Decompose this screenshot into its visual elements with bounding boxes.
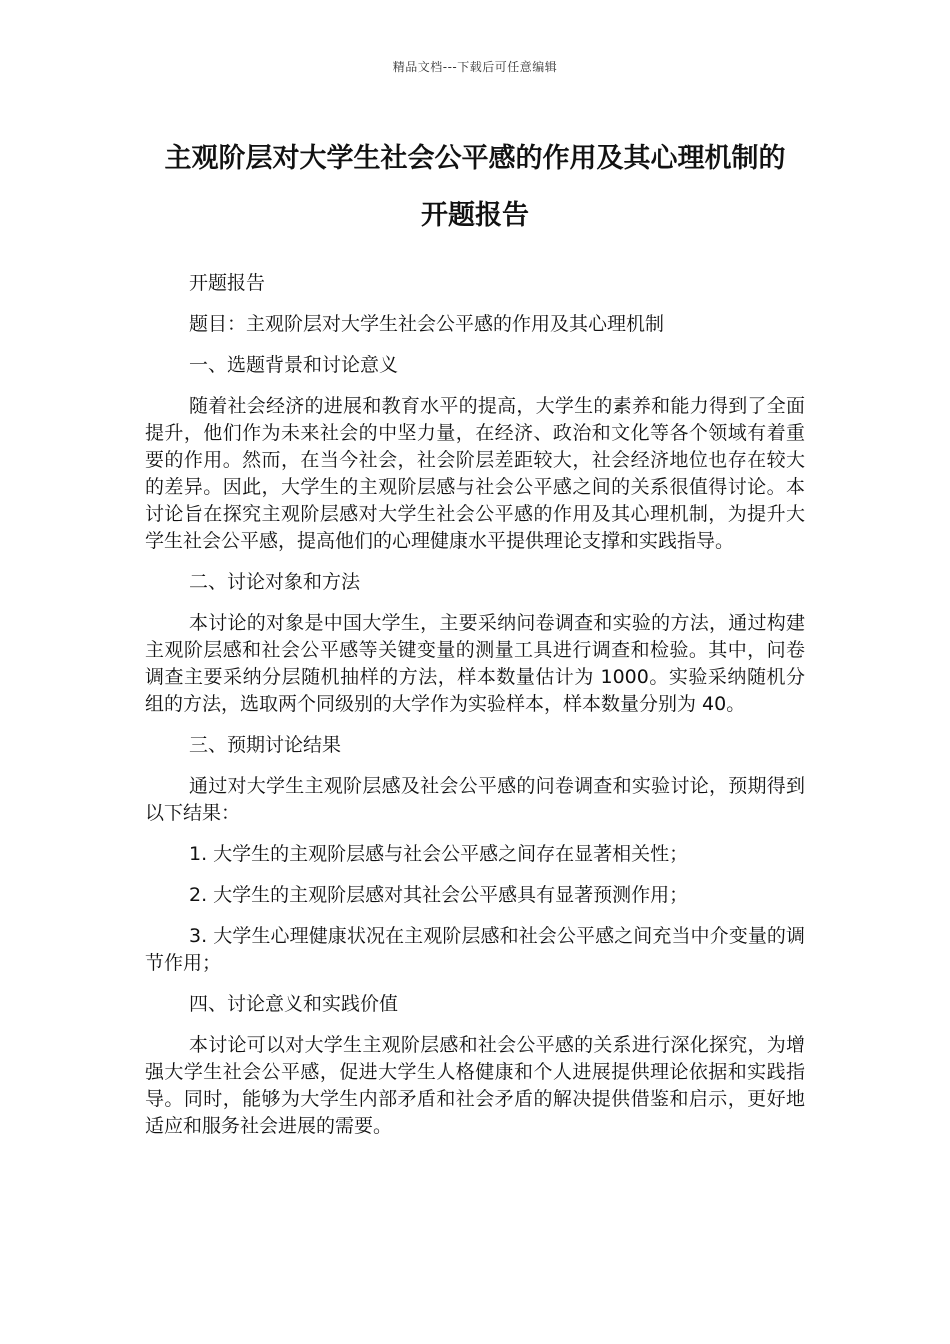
document-title [120,130,830,244]
section-heading-background: 一、选题背景和讨论意义 [189,354,399,376]
document-title-line-1: 主观阶层对大学生社会公平感的作用及其心理机制的 [164,143,786,174]
page-header-note: 精品文档---下载后可任意编辑 [392,60,558,74]
list-item-result-3: 3. 大学生心理健康状况在主观阶层感和社会公平感之间充当中介变量的调节作用； [145,925,805,974]
section-heading-methods: 二、讨论对象和方法 [189,571,361,593]
paragraph-background: 随着社会经济的进展和教育水平的提高，大学生的素养和能力得到了全面提升，他们作为未来社会的中坚力量，在经济、政治和文化等各个领域有着重要的作用。然而，在当今社会，社会阶层差距较大，社会经济地位也存在较大的差异。因此，大学生的主观阶层感与社会公平感之间的关系很值得讨论。本讨论旨在探究主观阶层感对大学生社会公平感的作用及其心理机制，为提升大学生社会公平感，提高他们的心理健康水平提供理论支撑和实践指导。 [145,395,805,552]
topic-line: 题目：主观阶层对大学生社会公平感的作用及其心理机制 [189,313,665,335]
document-title-line-2: 开题报告 [421,200,529,231]
section-heading-expected-results: 三、预期讨论结果 [189,734,342,756]
paragraph-expected-results-intro: 通过对大学生主观阶层感及社会公平感的问卷调查和实验讨论，预期得到以下结果： [145,775,805,824]
paragraph-significance: 本讨论可以对大学生主观阶层感和社会公平感的关系进行深化探究，为增强大学生社会公平感，促进大学生人格健康和个人进展提供理论依据和实践指导。同时，能够为大学生内部矛盾和社会矛盾的解决提供借鉴和启示，更好地适应和服务社会进展的需要。 [145,1034,805,1137]
section-heading-significance: 四、讨论意义和实践价值 [189,993,399,1015]
list-item-result-1: 1. 大学生的主观阶层感与社会公平感之间存在显著相关性； [189,843,689,865]
label-report: 开题报告 [189,272,266,294]
list-item-result-2: 2. 大学生的主观阶层感对其社会公平感具有显著预测作用； [189,884,689,906]
paragraph-methods: 本讨论的对象是中国大学生，主要采纳问卷调查和实验的方法，通过构建主观阶层感和社会公平感等关键变量的测量工具进行调查和检验。其中，问卷调查主要采纳分层随机抽样的方法，样本数量估计为 1000。实验采纳随机分组的方法，选取两个同级别的大学作为实验样本，样本数量分别为 40。 [145,612,805,715]
document-body [145,270,805,1154]
